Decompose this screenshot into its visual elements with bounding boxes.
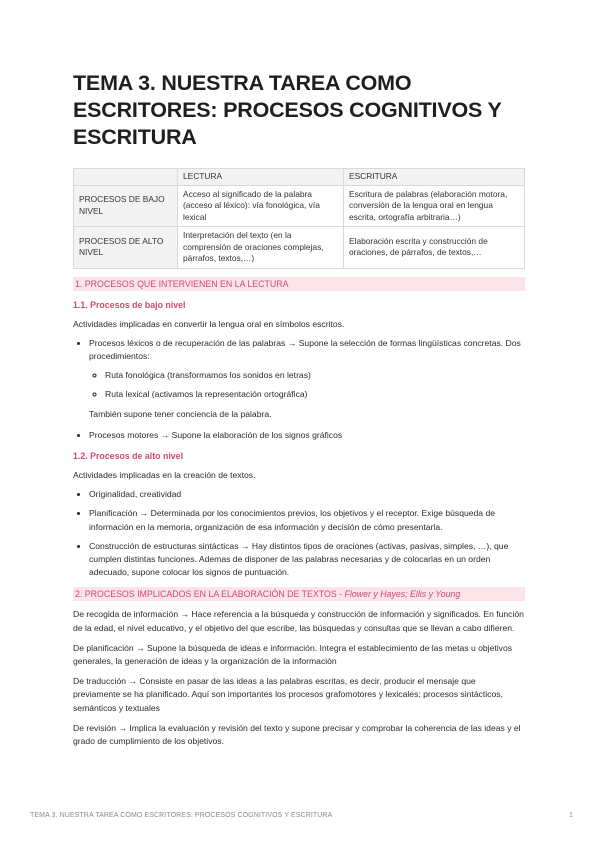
footer-title: TEMA 3. NUESTRA TAREA COMO ESCRITORES: PROCESOS COGNITIVOS Y ESCRITURA bbox=[30, 812, 333, 819]
table-header-cell: LECTURA bbox=[178, 169, 344, 186]
paragraph: De planificación → Supone la búsqueda de ideas e información. Integra el establecimiento de las metas u objetivos generales, la generación de ideas y la organización de la información bbox=[73, 642, 513, 666]
bullet-list bbox=[73, 488, 525, 579]
list-item: ◦ Ruta lexical (activamos la representación ortográfica) bbox=[105, 388, 525, 401]
page-title: TEMA 3. NUESTRA TAREA COMO ESCRITORES: PROCESOS COGNITIVOS Y ESCRITURA bbox=[73, 71, 502, 149]
list-item: • Construcción de estructuras sintácticas → Hay distintos tipos de oraciones (activas, pasivas, simples, …), que cumplen distintas funciones. Ademas de disponer de las palabras necesarias y de colocarlas en un orden adecuado, supone colocar los signos de puntuación. bbox=[89, 540, 525, 580]
section-heading-authors: Flower y Hayes; Ellis y Young bbox=[344, 589, 461, 600]
list-item: ◦ Ruta fonológica (transformamos los sonidos en letras) bbox=[105, 369, 525, 382]
list-note: También supone tener conciencia de la palabra. bbox=[89, 408, 272, 419]
section-heading-text: 2. PROCESOS IMPLICADOS EN LA ELABORACIÓN DE TEXTOS - bbox=[75, 589, 345, 600]
paragraph: Actividades implicadas en la creación de textos. bbox=[73, 469, 256, 480]
comparison-table bbox=[73, 168, 525, 269]
table-row bbox=[74, 185, 525, 227]
list-item: • Procesos motores → Supone la elaboración de los signos gráficos bbox=[89, 429, 525, 442]
sub-bullet-list bbox=[89, 369, 525, 401]
table-header-cell: ESCRITURA bbox=[344, 169, 525, 186]
paragraph: De revisión → Implica la evaluación y revisión del texto y supone precisar y comprobar la coherencia de las ideas y el grado de cumplimiento de los objetivos. bbox=[73, 722, 521, 746]
list-item: • Planificación → Determinada por los conocimientos previos, los objetivos y el receptor. Exige búsqueda de información en la memoria, organización de esa información y decisión de cómo presentarla. bbox=[89, 507, 525, 533]
subsection-heading-1-1: 1.1. Procesos de bajo nivel bbox=[73, 299, 186, 310]
page-number: 1 bbox=[569, 812, 573, 819]
list-item-text: Procesos léxicos o de recuperación de las palabras → Supone la selección de formas lingüísticas concretas. Dos procedimientos: bbox=[89, 337, 521, 361]
table-row bbox=[74, 227, 525, 269]
table-header-row bbox=[74, 169, 525, 186]
section-heading-1: 1. PROCESOS QUE INTERVIENEN EN LA LECTURA bbox=[73, 277, 525, 291]
page-footer bbox=[30, 812, 573, 819]
paragraph: Actividades implicadas en convertir la lengua oral en símbolos escritos. bbox=[73, 318, 345, 329]
paragraph: De recogida de información → Hace referencia a la búsqueda y construcción de información y significados. En función de la edad, el nivel educativo, y el objetivo del que escribe, las búsquedas y consultas que se llevan a cabo difieren. bbox=[73, 609, 524, 633]
table-cell: Escritura de palabras (elaboración motora, conversión de la lengua oral en lengua escrita, ortografía arbitraria…) bbox=[344, 185, 525, 227]
list-item bbox=[89, 337, 525, 421]
subsection-heading-1-2: 1.2. Procesos de alto nivel bbox=[73, 450, 184, 461]
list-item: • Originalidad, creatividad bbox=[89, 488, 525, 501]
bullet-list bbox=[73, 337, 525, 442]
table-cell: Interpretación del texto (en la comprensión de oraciones complejas, párrafos, textos,…) bbox=[178, 227, 344, 269]
table-row-header: PROCESOS DE BAJO NIVEL bbox=[74, 185, 178, 227]
table-row-header: PROCESOS DE ALTO NIVEL bbox=[74, 227, 178, 269]
table-header-cell bbox=[74, 169, 178, 186]
table-cell: Elaboración escrita y construcción de oraciones, de párrafos, de textos,… bbox=[344, 227, 525, 269]
table-cell: Acceso al significado de la palabra (acceso al léxico): vía fonológica, vía lexical bbox=[178, 185, 344, 227]
document-page bbox=[73, 70, 525, 748]
paragraph: De traducción → Consiste en pasar de las ideas a las palabras escritas, es decir, producir el mensaje que previamente se ha planificado. Aquí son importantes los procesos grafomotores y lexicales; procesos sintácticos, semánticos y textuales bbox=[73, 676, 503, 713]
section-heading-2 bbox=[73, 587, 525, 601]
